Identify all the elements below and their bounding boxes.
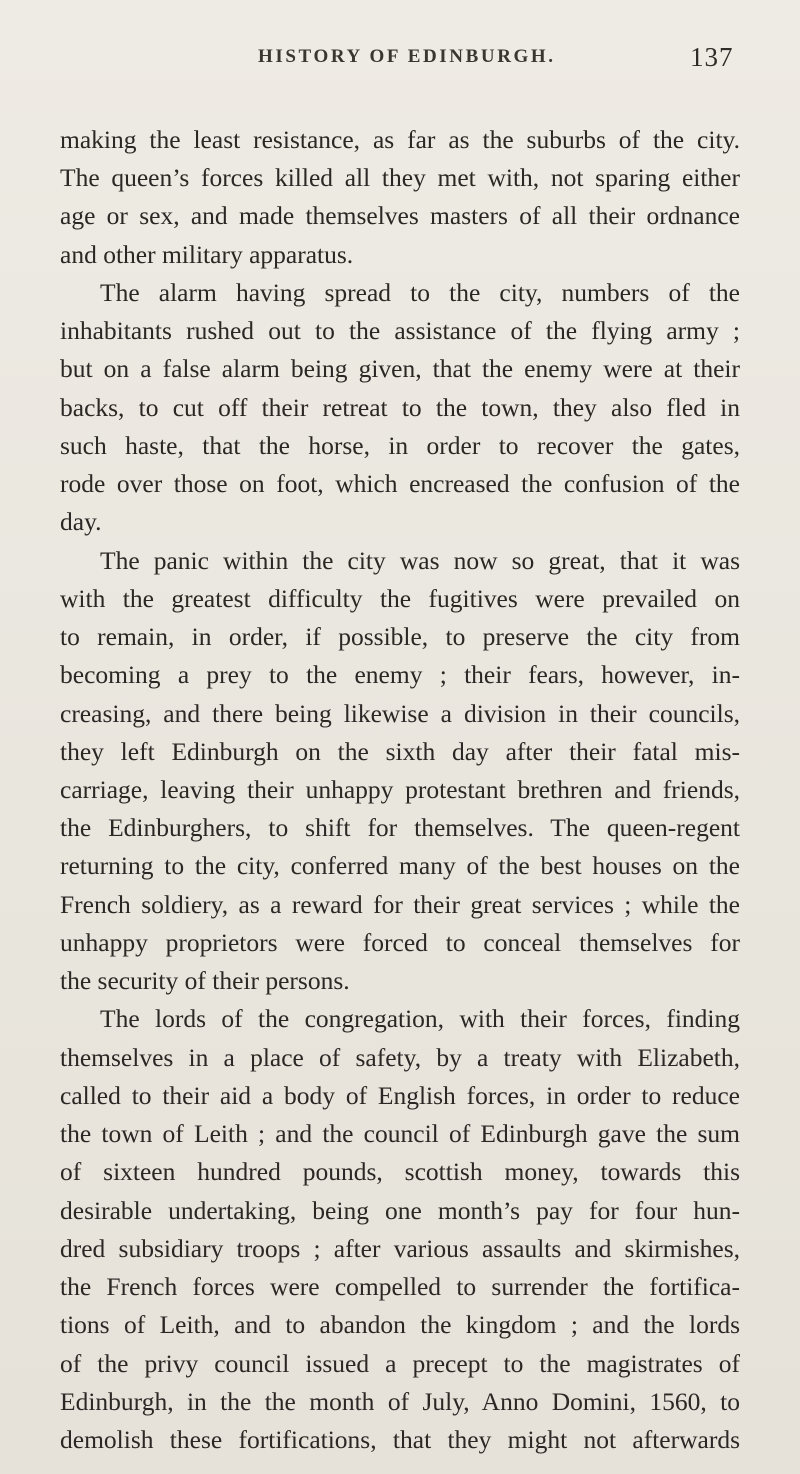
text-line: day. (60, 507, 102, 537)
text-line: tions of Leith, and to abandon the kingdom ; and the lords (60, 1310, 740, 1340)
text-line: of sixteen hundred pounds, scottish money, towards this (60, 1157, 740, 1187)
text-line: backs, to cut off their retreat to the town, they also fled in (60, 392, 740, 422)
text-line: of the privy council issued a precept to the magistrates of (60, 1348, 740, 1378)
text-line: and other military apparatus. (60, 239, 354, 269)
page-header (0, 42, 800, 86)
text-line: The alarm having spread to the city, numbers of the (100, 277, 740, 307)
text-line: with the greatest difficulty the fugitives were prevailed on (60, 583, 740, 613)
text-line: demolish these fortifications, that they might not afterwards (60, 1425, 740, 1454)
text-line: desirable undertaking, being one month’s pay for four hun- (60, 1195, 740, 1225)
text-line: The queen’s forces killed all they met with, not sparing either (60, 163, 740, 193)
running-head: HISTORY OF EDINBURGH. (258, 46, 556, 67)
text-line: but on a false alarm being given, that the enemy were at their (60, 354, 740, 384)
text-line: carriage, leaving their unhappy protestant brethren and friends, (60, 775, 740, 804)
text-line: called to their aid a body of English forces, in order to reduce (60, 1080, 740, 1110)
text-line: returning to the city, conferred many of the best houses on the (60, 851, 740, 881)
text-line: unhappy proprietors were forced to conceal themselves for (60, 927, 740, 957)
text-line: dred subsidiary troops ; after various assaults and skirmishes, (60, 1233, 740, 1263)
text-line: the town of Leith ; and the council of Edinburgh gave the sum (60, 1119, 740, 1149)
text-line: The lords of the congregation, with their forces, finding (100, 1004, 740, 1034)
text-line: inhabitants rushed out to the assistance of the flying army ; (60, 316, 740, 346)
text-line: making the least resistance, as far as the suburbs of the city. (60, 125, 740, 154)
page-number: 137 (690, 42, 734, 72)
text-line: rode over those on foot, which encreased the confusion of the (60, 469, 740, 499)
text-line: to remain, in order, if possible, to preserve the city from (60, 622, 740, 652)
text-line: they left Edinburgh on the sixth day after their fatal mis- (60, 736, 740, 766)
text-line: themselves in a place of safety, by a treaty with Elizabeth, (60, 1042, 740, 1072)
text-line: Edinburgh, in the the month of July, Anno Domini, 1560, to (60, 1386, 740, 1416)
text-line: the French forces were compelled to surrender the fortifica- (60, 1272, 740, 1302)
text-line: the security of their persons. (60, 966, 350, 996)
text-line: the Edinburghers, to shift for themselves. The queen-regent (60, 813, 740, 843)
text-line: becoming a prey to the enemy ; their fears, however, in- (60, 660, 740, 690)
text-line: French soldiery, as a reward for their great services ; while the (60, 889, 740, 919)
text-line: The panic within the city was now so great, that it was (100, 545, 740, 575)
text-line: creasing, and there being likewise a division in their councils, (60, 698, 740, 728)
text-line: age or sex, and made themselves masters of all their ordnance (60, 201, 740, 231)
text-line: such haste, that the horse, in order to recover the gates, (60, 430, 740, 460)
